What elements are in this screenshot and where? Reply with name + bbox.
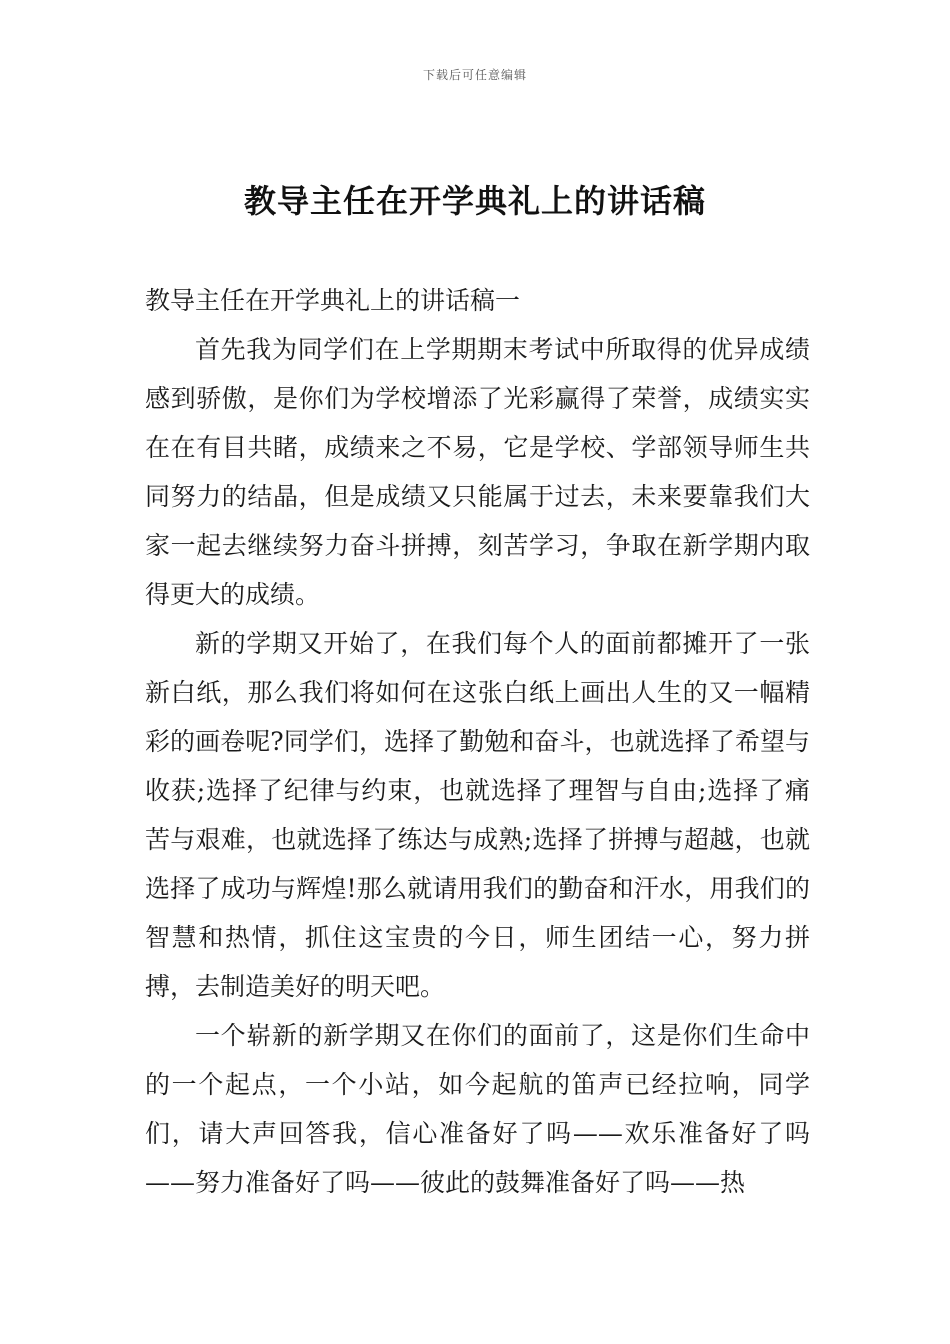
paragraph-2: 新的学期又开始了，在我们每个人的面前都摊开了一张新白纸，那么我们将如何在这张白纸上画出人生的又一幅精彩的画卷呢?同学们，选择了勤勉和奋斗，也就选择了希望与收获;选择了纪律与约束，也就选择了理智与自由;选择了痛苦与艰难，也就选择了练达与成熟;选择了拼搏与超越，也就选择了成功与辉煌!那么就请用我们的勤奋和汗水，用我们的智慧和热情，抓住这宝贵的今日，师生团结一心，努力拼搏，去制造美好的明天吧。 xyxy=(145,629,810,1001)
header-note: 下载后可任意编辑 xyxy=(422,68,527,82)
document-subtitle: 教导主任在开学典礼上的讲话稿一 xyxy=(145,286,521,315)
paragraph-1: 首先我为同学们在上学期期末考试中所取得的优异成绩感到骄傲，是你们为学校增添了光彩赢得了荣誉，成绩实实在在有目共睹，成绩来之不易，它是学校、学部领导师生共同努力的结晶，但是成绩又只能属于过去，未来要靠我们大家一起去继续努力奋斗拼搏，刻苦学习，争取在新学期内取得更大的成绩。 xyxy=(145,335,810,609)
document-title: 教导主任在开学典礼上的讲话稿 xyxy=(243,182,706,220)
document-body xyxy=(145,276,810,1207)
paragraph-3: 一个崭新的新学期又在你们的面前了，这是你们生命中的一个起点，一个小站，如今起航的笛声已经拉响，同学们，请大声回答我，信心准备好了吗——欢乐准备好了吗——努力准备好了吗——彼此的鼓舞准备好了吗——热 xyxy=(145,1021,810,1197)
